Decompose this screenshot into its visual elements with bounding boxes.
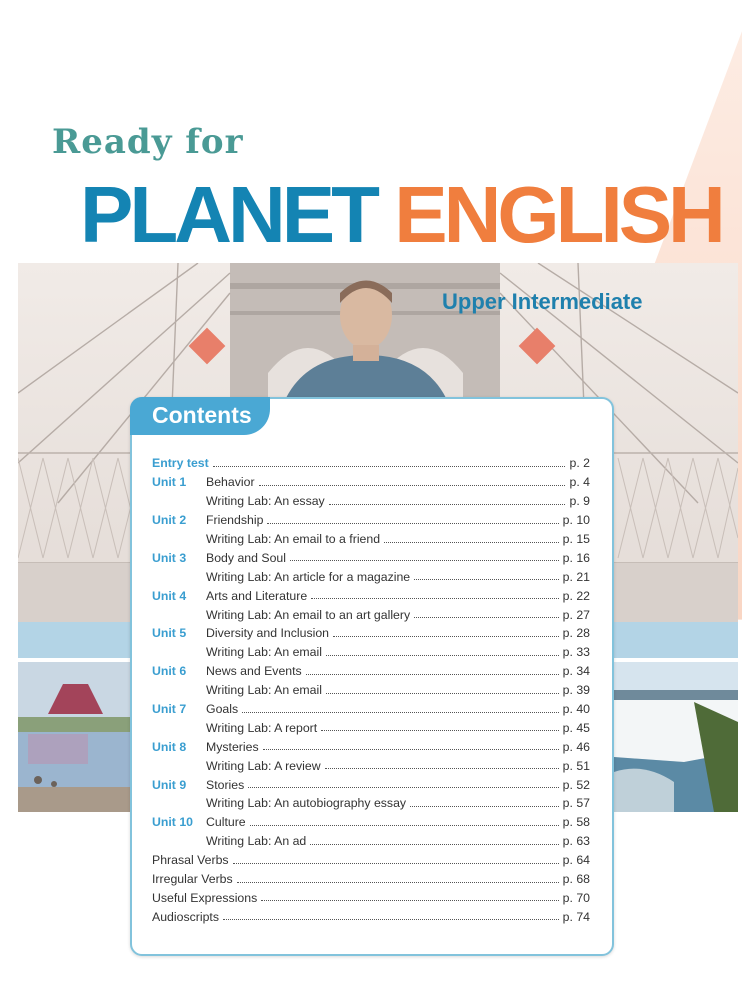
toc-title: Friendship — [206, 513, 264, 528]
toc-page: p. 27 — [562, 607, 590, 622]
toc-page: p. 52 — [562, 777, 590, 792]
toc-title: Writing Lab: A report — [206, 720, 318, 735]
toc-title: Writing Lab: An autobiography essay — [206, 796, 407, 811]
toc-title: Writing Lab: An essay — [206, 494, 325, 509]
toc-title: Writing Lab: An article for a magazine — [206, 569, 411, 584]
toc-title: Useful Expressions — [152, 890, 258, 905]
toc-unit-label: Unit 3 — [152, 550, 187, 565]
toc-title: Goals — [206, 702, 239, 717]
toc-page: p. 34 — [562, 664, 590, 679]
toc-title: News and Events — [206, 664, 302, 679]
toc-page: p. 21 — [562, 569, 590, 584]
toc-page: p. 57 — [562, 796, 590, 811]
dot-leader — [410, 806, 559, 807]
toc-page: p. 51 — [562, 758, 590, 773]
toc-page: p. 39 — [562, 683, 590, 698]
toc-unit-label: Unit 7 — [152, 702, 187, 717]
toc-title: Culture — [206, 815, 246, 830]
dot-leader — [329, 504, 566, 505]
toc-page: p. 15 — [562, 532, 590, 546]
toc-page: p. 45 — [562, 720, 590, 735]
toc-page: p. 28 — [562, 626, 590, 641]
dot-leader — [333, 636, 559, 637]
toc-row-writing-lab — [152, 756, 590, 775]
toc-title: Entry test — [152, 456, 209, 471]
toc-page: p. 40 — [562, 702, 590, 717]
toc-row-appendix — [152, 907, 590, 926]
toc-row-unit — [152, 737, 590, 756]
toc-row-writing-lab — [152, 794, 590, 813]
dot-leader — [326, 655, 559, 656]
dot-leader — [311, 598, 558, 599]
dot-leader — [325, 768, 559, 769]
dot-leader — [242, 712, 559, 713]
dot-leader — [261, 900, 558, 901]
toc-page: p. 70 — [562, 890, 590, 905]
toc-title: Phrasal Verbs — [152, 853, 229, 868]
toc-row-unit — [152, 586, 590, 605]
toc-row-appendix — [152, 851, 590, 870]
toc-row-appendix — [152, 870, 590, 889]
dot-leader — [263, 749, 559, 750]
toc-row-writing-lab — [152, 605, 590, 624]
toc-title: Mysteries — [206, 739, 259, 754]
toc-title: Writing Lab: An email — [206, 645, 322, 660]
dot-leader — [310, 844, 558, 845]
toc-row-unit — [152, 548, 590, 567]
toc-row-unit — [152, 511, 590, 530]
dot-leader — [267, 523, 558, 524]
toc-row-appendix — [152, 888, 590, 907]
book-title — [80, 170, 722, 260]
toc-row-writing-lab — [152, 643, 590, 662]
toc-page: p. 46 — [562, 739, 590, 754]
table-of-contents — [152, 454, 590, 926]
toc-page: p. 16 — [562, 550, 590, 565]
toc-page: p. 9 — [569, 494, 590, 509]
toc-unit-label: Unit 6 — [152, 664, 187, 679]
toc-page: p. 68 — [562, 872, 590, 887]
toc-unit-label: Unit 4 — [152, 588, 187, 603]
toc-page: p. 63 — [562, 834, 590, 849]
toc-row-writing-lab — [152, 832, 590, 851]
waterfall-photo — [614, 662, 738, 812]
toc-title: Writing Lab: An ad — [206, 834, 307, 849]
toc-title: Writing Lab: An email to an art gallery — [206, 607, 411, 622]
toc-row-writing-lab — [152, 718, 590, 737]
contents-card — [130, 397, 614, 956]
dot-leader — [414, 617, 558, 618]
dot-leader — [223, 919, 559, 920]
toc-title: Writing Lab: A review — [206, 758, 321, 773]
toc-row-writing-lab — [152, 492, 590, 511]
toc-row-unit — [152, 775, 590, 794]
toc-title: Stories — [206, 777, 245, 792]
toc-page: p. 10 — [562, 513, 590, 528]
toc-row-writing-lab — [152, 567, 590, 586]
contents-heading: Contents — [152, 402, 252, 428]
toc-title: Writing Lab: An email — [206, 683, 322, 698]
dot-leader — [321, 730, 558, 731]
toc-title: Irregular Verbs — [152, 872, 233, 887]
dot-leader — [290, 560, 559, 561]
lake-photo — [18, 662, 130, 812]
dot-leader — [306, 674, 559, 675]
toc-row-unit — [152, 624, 590, 643]
toc-page: p. 58 — [562, 815, 590, 830]
toc-page: p. 64 — [562, 853, 590, 868]
dot-leader — [248, 787, 558, 788]
toc-unit-label: Unit 10 — [152, 815, 193, 830]
toc-unit-label: Unit 9 — [152, 777, 187, 792]
dot-leader — [384, 542, 559, 543]
toc-page: p. 22 — [562, 588, 590, 603]
toc-title: Diversity and Inclusion — [206, 626, 330, 641]
title-english: ENGLISH — [394, 170, 722, 259]
toc-title: Body and Soul — [206, 550, 286, 565]
ready-for-heading: Ready for — [52, 122, 244, 162]
toc-unit-label: Unit 2 — [152, 513, 187, 528]
toc-row-unit — [152, 700, 590, 719]
toc-unit-label: Unit 5 — [152, 626, 187, 641]
toc-unit-label: Unit 8 — [152, 739, 187, 754]
dot-leader — [213, 466, 566, 467]
toc-unit-label: Unit 1 — [152, 475, 187, 490]
toc-row-entry-test — [152, 454, 590, 473]
toc-row-writing-lab — [152, 681, 590, 700]
dot-leader — [259, 485, 566, 486]
toc-page: p. 33 — [562, 645, 590, 660]
dot-leader — [250, 825, 559, 826]
title-planet: PLANET — [80, 170, 376, 259]
toc-row-unit — [152, 473, 590, 492]
dot-leader — [237, 882, 559, 883]
toc-page: p. 4 — [569, 475, 590, 490]
contents-tab — [130, 397, 270, 435]
toc-title: Audioscripts — [152, 909, 219, 924]
toc-row-unit — [152, 813, 590, 832]
toc-page: p. 74 — [562, 909, 590, 924]
toc-row-writing-lab — [152, 530, 590, 549]
toc-row-unit — [152, 662, 590, 681]
toc-title: Arts and Literature — [206, 588, 308, 603]
toc-title: Behavior — [206, 475, 255, 490]
dot-leader — [233, 863, 559, 864]
level-label: Upper Intermediate — [442, 289, 643, 314]
toc-page: p. 2 — [569, 456, 590, 471]
dot-leader — [326, 693, 559, 694]
dot-leader — [414, 579, 558, 580]
toc-title: Writing Lab: An email to a friend — [206, 532, 381, 546]
